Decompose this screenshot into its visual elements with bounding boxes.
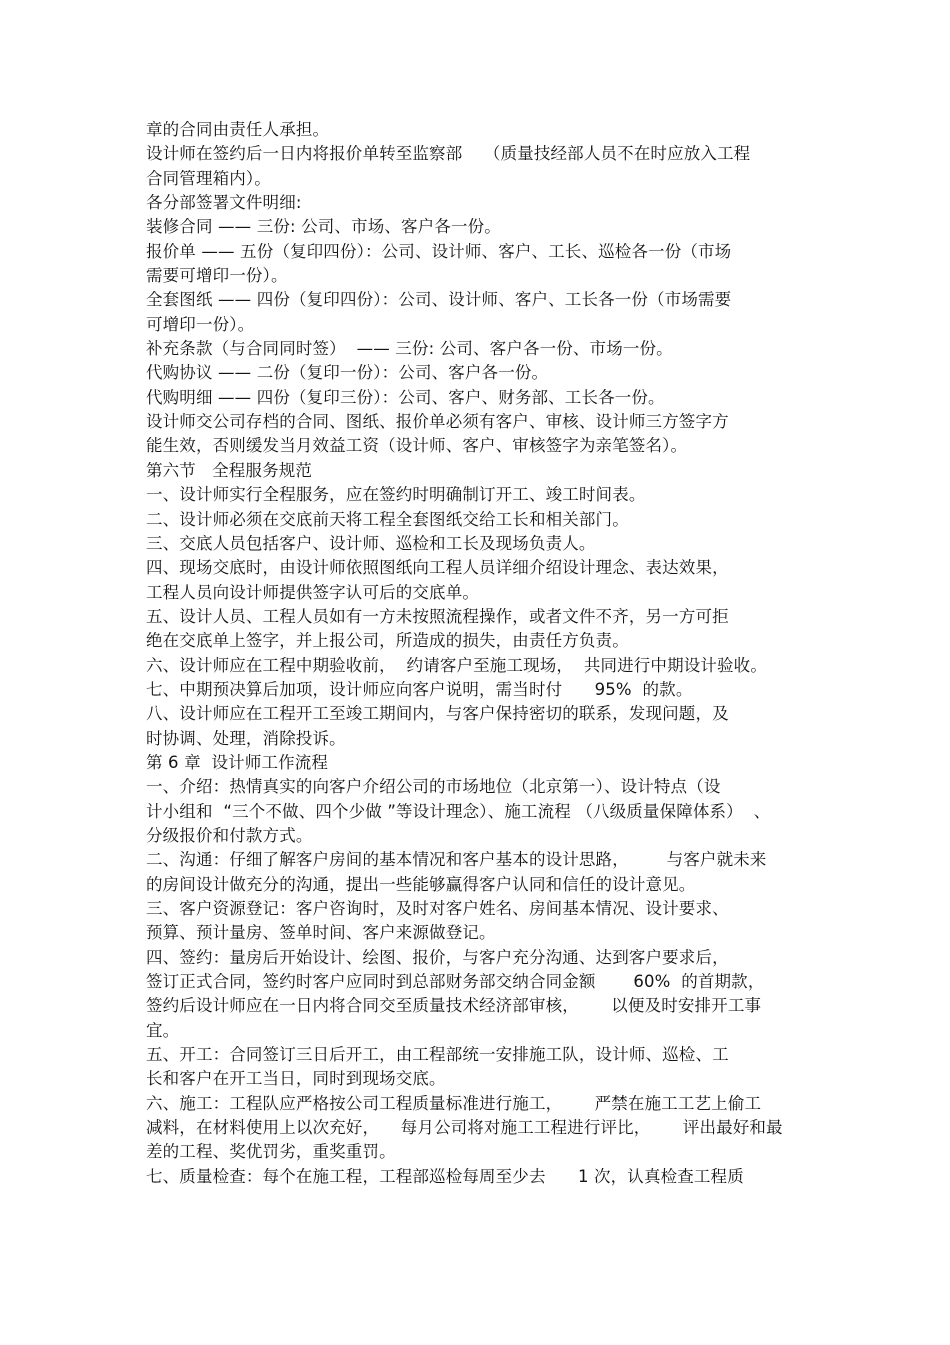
chapter-heading: 第 6 章 设计师工作流程 bbox=[146, 752, 329, 772]
text-line: 能生效，否则缓发当月效益工资（设计师、客户、审核签字为亲笔签名）。 bbox=[146, 436, 688, 456]
text-line: 预算、预计量房、签单时间、客户来源做登记。 bbox=[146, 923, 496, 943]
text-line: 装修合同 —— 三份: 公司、市场、客户各一份。 bbox=[146, 217, 501, 237]
text-line: 全套图纸 —— 四份（复印四份）：公司、设计师、客户、工长各一份（市场需要 bbox=[146, 290, 732, 310]
text-line: 四、签约：量房后开始设计、绘图、报价，与客户充分沟通、达到客户要求后， bbox=[146, 947, 729, 967]
text-line: 各分部签署文件明细: bbox=[146, 193, 302, 213]
text-line: 章的合同由责任人承担。 bbox=[146, 120, 330, 139]
text-line: 报价单 —— 五份（复印四份）：公司、设计师、客户、工长、巡检各一份（市场 bbox=[146, 241, 732, 261]
text-line: 六、设计师应在工程中期验收前， 约请客户至施工现场， 共同进行中期设计验收。 bbox=[146, 655, 767, 675]
text-line: 五、开工：合同签订三日后开工，由工程部统一安排施工队，设计师、巡检、工 bbox=[146, 1045, 729, 1065]
text-line: 工程人员向设计师提供签字认可后的交底单。 bbox=[146, 582, 479, 602]
text-line: 的房间设计做充分的沟通，提出一些能够赢得客户认同和信任的设计意见。 bbox=[146, 874, 696, 894]
text-line: 设计师在签约后一日内将报价单转至监察部 （质量技经部人员不在时应放入工程 bbox=[146, 144, 751, 164]
text-line: 代购协议 —— 二份（复印一份）：公司、客户各一份。 bbox=[146, 363, 549, 383]
text-line: 六、施工：工程队应严格按公司工程质量标准进行施工， 严禁在施工工艺上偷工 bbox=[146, 1093, 762, 1113]
text-line: 计小组和 “三个不做、四个少做 ”等设计理念）、施工流程 （八级质量保障体系） 、 bbox=[146, 801, 771, 821]
text-line: 宜。 bbox=[146, 1020, 180, 1040]
section-heading: 第六节 全程服务规范 bbox=[146, 460, 313, 480]
text-line: 可增印一份）。 bbox=[146, 314, 255, 334]
text-line: 分级报价和付款方式。 bbox=[146, 825, 313, 845]
text-line: 四、现场交底时，由设计师依照图纸向工程人员详细介绍设计理念、表达效果， bbox=[146, 558, 729, 578]
text-line: 签订正式合同，签约时客户应同时到总部财务部交纳合同金额 60% 的首期款， bbox=[146, 972, 765, 992]
document-body bbox=[146, 118, 836, 1189]
text-line: 减料，在材料使用上以次充好， 每月公司将对施工工程进行评比， 评出最好和最 bbox=[146, 1118, 783, 1138]
text-line: 补充条款（与合同同时签） —— 三份: 公司、客户各一份、市场一份。 bbox=[146, 339, 673, 359]
text-line: 需要可增印一份）。 bbox=[146, 266, 288, 286]
text-line: 八、设计师应在工程开工至竣工期间内，与客户保持密切的联系，发现问题，及 bbox=[146, 704, 729, 724]
text-line: 长和客户在开工当日，同时到现场交底。 bbox=[146, 1069, 446, 1089]
text-line: 一、介绍：热情真实的向客户介绍公司的市场地位（北京第一）、设计特点（设 bbox=[146, 777, 721, 797]
text-line: 绝在交底单上签字，并上报公司，所造成的损失，由责任方负责。 bbox=[146, 631, 629, 651]
text-line: 代购明细 —— 四份（复印三份）：公司、客户、财务部、工长各一份。 bbox=[146, 387, 665, 407]
text-line: 七、质量检查：每个在施工程，工程部巡检每周至少去 1 次，认真检查工程质 bbox=[146, 1166, 744, 1186]
text-line: 合同管理箱内）。 bbox=[146, 168, 271, 188]
text-line: 一、设计师实行全程服务，应在签约时明确制订开工、竣工时间表。 bbox=[146, 485, 646, 505]
text-line: 签约后设计师应在一日内将合同交至质量技术经济部审核， 以便及时安排开工事 bbox=[146, 996, 762, 1016]
text-line: 时协调、处理，消除投诉。 bbox=[146, 728, 346, 748]
text-line: 三、客户资源登记：客户咨询时，及时对客户姓名、房间基本情况、设计要求、 bbox=[146, 899, 729, 918]
text-line: 三、交底人员包括客户、设计师、巡检和工长及现场负责人。 bbox=[146, 533, 596, 553]
text-line: 二、沟通：仔细了解客户房间的基本情况和客户基本的设计思路， 与客户就未来 bbox=[146, 850, 767, 870]
text-line: 五、设计人员、工程人员如有一方未按照流程操作，或者文件不齐，另一方可拒 bbox=[146, 606, 729, 626]
text-line: 差的工程、奖优罚劣，重奖重罚。 bbox=[146, 1142, 396, 1162]
text-line: 二、设计师必须在交底前天将工程全套图纸交给工长和相关部门。 bbox=[146, 509, 629, 529]
text-line: 七、中期预决算后加项，设计师应向客户说明，需当时付 95% 的款。 bbox=[146, 679, 693, 699]
text-line: 设计师交公司存档的合同、图纸、报价单必须有客户、审核、设计师三方签字方 bbox=[146, 412, 729, 432]
